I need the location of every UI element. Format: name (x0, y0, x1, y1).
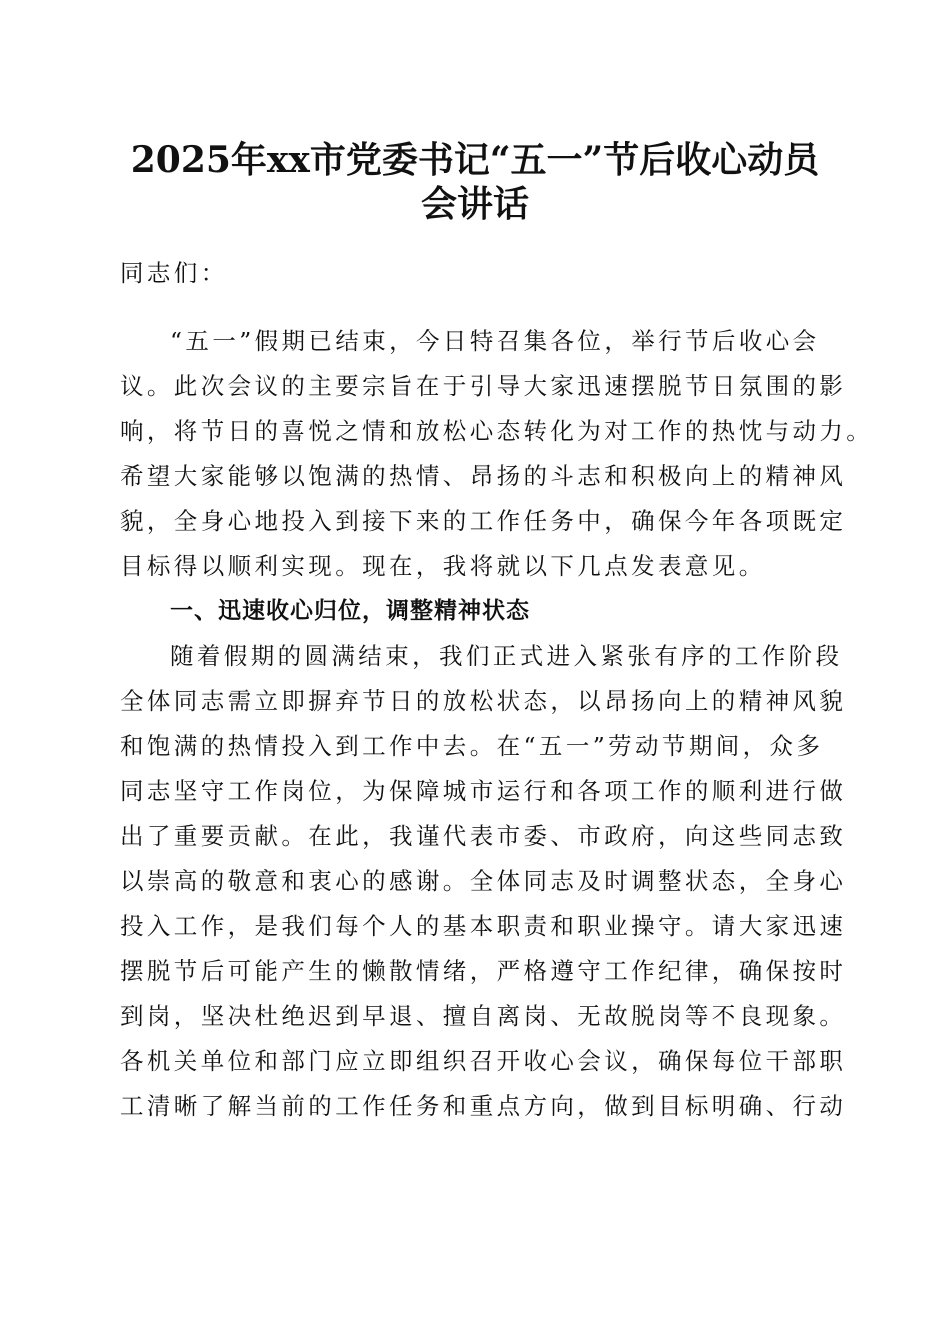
paragraph-line: 议。此次会议的主要宗旨在于引导大家迅速摆脱节日氛围的影 (120, 372, 847, 400)
paragraph-line: 各机关单位和部门应立即组织召开收心会议，确保每位干部职 (120, 1047, 847, 1075)
paragraph-line: 同志坚守工作岗位，为保障城市运行和各项工作的顺利进行做 (120, 777, 847, 805)
paragraph-line: 以崇高的敬意和衷心的感谢。全体同志及时调整状态，全身心 (120, 867, 847, 895)
paragraph-line: 出了重要贡献。在此，我谨代表市委、市政府，向这些同志致 (120, 822, 847, 850)
paragraph-line: 随着假期的圆满结束，我们正式进入紧张有序的工作阶段 (170, 642, 843, 670)
paragraph-line: 摆脱节后可能产生的懒散情绪，严格遵守工作纪律，确保按时 (120, 957, 847, 985)
paragraph-line: 全体同志需立即摒弃节日的放松状态，以昂扬向上的精神风貌 (120, 687, 847, 715)
section-heading: 一、迅速收心归位，调整精神状态 (170, 598, 530, 624)
document-title-line-2: 会讲话 (420, 183, 529, 225)
paragraph-line: “五一”假期已结束，今日特召集各位，举行节后收心会 (170, 327, 820, 355)
paragraph-line: 到岗，坚决杜绝迟到早退、擅自离岗、无故脱岗等不良现象。 (120, 1002, 847, 1030)
paragraph-line: 貌，全身心地投入到接下来的工作任务中，确保今年各项既定 (120, 507, 847, 535)
paragraph-line: 工清晰了解当前的工作任务和重点方向，做到目标明确、行动 (120, 1092, 847, 1120)
salutation: 同志们： (120, 259, 228, 287)
paragraph-line: 希望大家能够以饱满的热情、昂扬的斗志和积极向上的精神风 (120, 462, 847, 490)
paragraph-line: 目标得以顺利实现。现在，我将就以下几点发表意见。 (120, 552, 766, 580)
paragraph-line: 投入工作，是我们每个人的基本职责和职业操守。请大家迅速 (120, 912, 847, 940)
paragraph-line: 响，将节日的喜悦之情和放松心态转化为对工作的热忱与动力。 (120, 417, 874, 445)
document-title-line-1: 2025年xx市党委书记“五一”节后收心动员 (130, 139, 820, 181)
paragraph-line: 和饱满的热情投入到工作中去。在“五一”劳动节期间，众多 (120, 732, 824, 760)
